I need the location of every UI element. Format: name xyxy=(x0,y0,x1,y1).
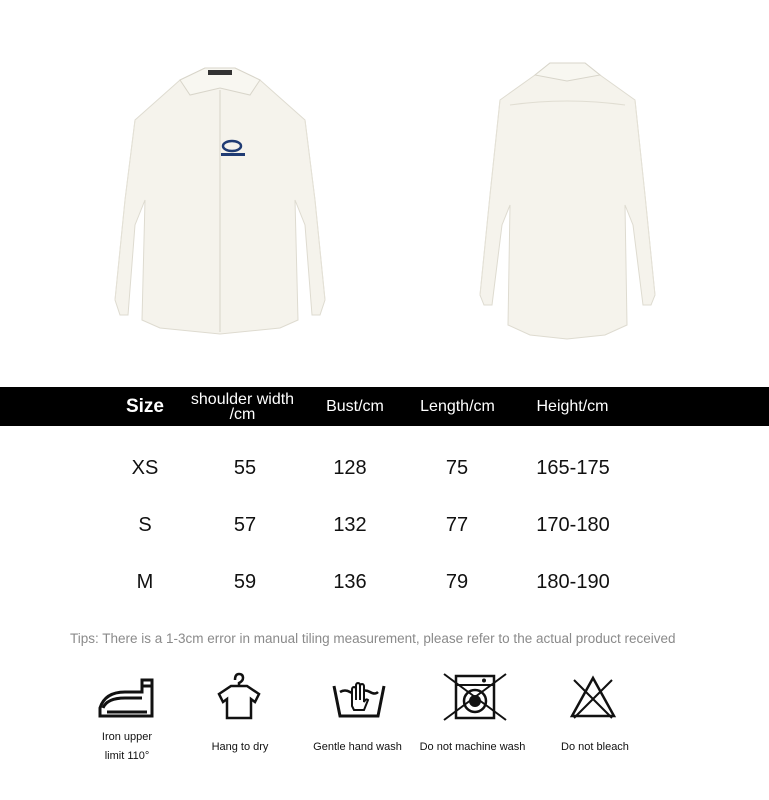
no-machine-wash-icon xyxy=(442,672,508,722)
cell-shoulder: 55 xyxy=(233,456,257,479)
header-height: Height/cm xyxy=(536,397,609,415)
shirt-back-image xyxy=(455,55,680,345)
header-shoulder-line2: /cm xyxy=(229,405,256,423)
no-bleach-icon xyxy=(568,672,618,722)
size-table-header xyxy=(0,387,769,426)
table-row xyxy=(0,448,769,488)
header-size: Size xyxy=(125,395,165,417)
header-shoulder-width xyxy=(180,387,305,426)
tips-text: Tips: There is a 1-3cm error in manual tiling measurement, please refer to the actual product received xyxy=(70,631,676,646)
iron-label-line1: Iron upper xyxy=(101,731,153,743)
cell-shoulder: 57 xyxy=(233,513,257,536)
iron-label-line2: limit 110° xyxy=(104,750,150,762)
cell-length: 77 xyxy=(445,513,469,536)
cell-length: 75 xyxy=(445,456,469,479)
header-length: Length/cm xyxy=(420,397,495,415)
cell-height: 180-190 xyxy=(536,570,610,593)
cell-size: XS xyxy=(131,456,159,479)
hand-wash-icon xyxy=(330,672,388,722)
header-shoulder-line1: shoulder width xyxy=(190,390,295,408)
cell-bust: 136 xyxy=(333,570,367,593)
product-photos xyxy=(0,0,769,385)
care-label-gentle: Gentle hand wash xyxy=(313,741,402,753)
cell-size: M xyxy=(136,570,154,593)
iron-icon xyxy=(97,672,157,722)
cell-shoulder: 59 xyxy=(233,570,257,593)
header-bust: Bust/cm xyxy=(326,397,384,415)
cell-length: 79 xyxy=(445,570,469,593)
cell-size: S xyxy=(138,513,152,536)
hang-dry-icon xyxy=(215,672,263,722)
table-row xyxy=(0,505,769,545)
care-label-no-bleach: Do not bleach xyxy=(561,741,629,753)
cell-bust: 128 xyxy=(333,456,367,479)
cell-height: 165-175 xyxy=(536,456,610,479)
shirt-front-image xyxy=(80,50,360,350)
care-label-iron xyxy=(92,728,162,766)
cell-bust: 132 xyxy=(333,513,367,536)
table-row xyxy=(0,562,769,602)
care-label-hang: Hang to dry xyxy=(211,741,269,753)
cell-height: 170-180 xyxy=(536,513,610,536)
care-label-no-machine: Do not machine wash xyxy=(419,741,526,753)
